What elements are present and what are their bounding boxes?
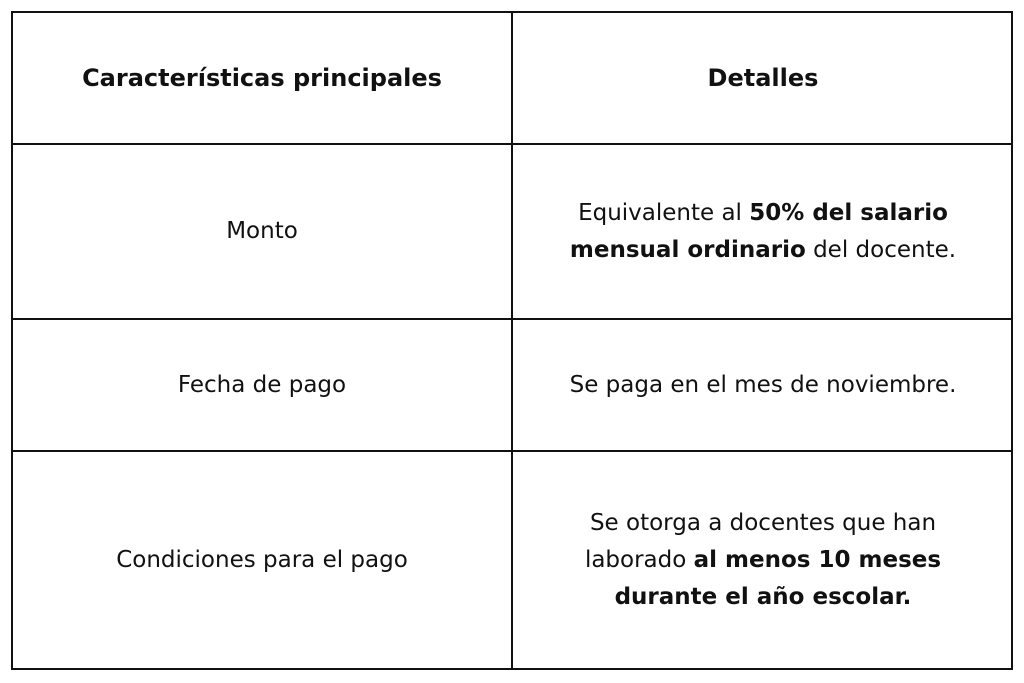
detail-text: del docente.: [805, 236, 957, 263]
row-detail-amount: [543, 195, 983, 269]
header-details: Detalles: [707, 63, 819, 92]
table-cell: [13, 320, 513, 452]
detail-text: Se otorga a docentes que han laborado: [584, 509, 937, 573]
row-detail-payment-date: [570, 367, 957, 404]
header-features: Características principales: [82, 63, 442, 92]
table-header-cell: [13, 13, 513, 145]
detail-text: Equivalente al: [578, 199, 750, 226]
table-cell: [13, 452, 513, 668]
row-detail-conditions: [543, 505, 983, 616]
table-cell: [513, 320, 1013, 452]
row-feature-amount: Monto: [226, 218, 298, 244]
detail-text-bold: al menos 10 meses durante el año escolar.: [614, 546, 942, 610]
table-cell: [513, 145, 1013, 320]
table-cell: [13, 145, 513, 320]
table-cell: [513, 452, 1013, 668]
row-feature-payment-date: Fecha de pago: [177, 371, 347, 398]
detail-text-bold: 50% del salario mensual ordinario: [569, 199, 948, 263]
table-header-cell: [513, 13, 1013, 145]
row-feature-conditions: Condiciones para el pago: [116, 546, 408, 573]
data-table: [11, 11, 1013, 670]
detail-text: Se paga en el mes de noviembre.: [569, 371, 957, 398]
